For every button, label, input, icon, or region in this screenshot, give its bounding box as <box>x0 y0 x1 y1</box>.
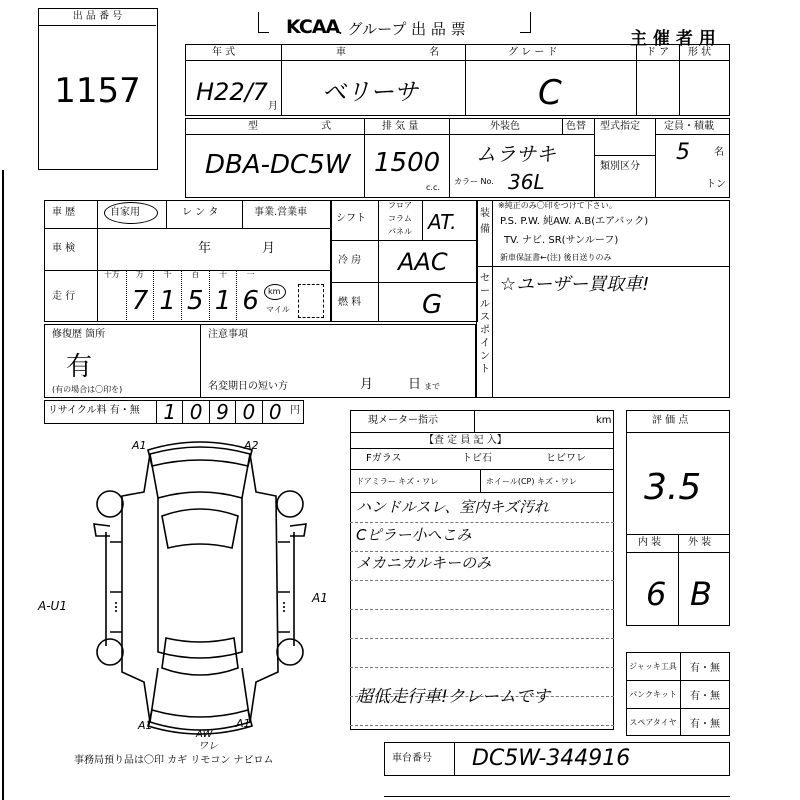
mileage-place-label: 十 <box>218 270 227 279</box>
binding-mark <box>2 170 4 800</box>
remark-text: 超低走行車!クレームです <box>356 687 550 707</box>
grade-value: C <box>538 73 562 113</box>
wheel-front-right <box>277 491 303 517</box>
equipment-line-1: P.S. P.W. 純AW. A.B(エアバック) <box>500 216 649 227</box>
tool-row <box>626 708 730 736</box>
mileage-digit-cell <box>98 270 126 322</box>
ac-label: 冷 房 <box>338 255 362 266</box>
grade-rule <box>626 432 730 433</box>
capacity-value: 5 <box>676 140 690 165</box>
equipment-table <box>476 200 730 398</box>
mirror-wheel-divider <box>480 470 481 492</box>
remark-line <box>350 639 614 668</box>
mile-box <box>298 284 324 318</box>
recycle-digit: 0 <box>182 400 208 424</box>
recycle-digit: 9 <box>209 400 235 424</box>
fuel-value: G <box>422 290 443 320</box>
car-damage-diagram <box>80 432 320 742</box>
equipment-rule <box>476 266 730 267</box>
shift-label: シフト <box>336 213 366 224</box>
equipment-note: ※純正のみ〇印をつけて下さい。 <box>498 201 617 210</box>
color-change-label: 色替 <box>566 121 586 132</box>
grade-value: 3.5 <box>644 467 702 508</box>
color-label: 外装色 <box>490 121 520 132</box>
color-change-divider <box>562 118 563 134</box>
equipment-line-2: TV. ナビ. SR(サンルーフ) <box>504 235 619 246</box>
model-label: 型 式 <box>248 121 362 132</box>
designation-label: 型式指定 <box>600 121 640 132</box>
drivetrain-label-col <box>378 200 379 322</box>
mileage-digit-cell <box>126 270 154 322</box>
mileage-digit: 5 <box>187 286 204 316</box>
mileage-digit: 1 <box>214 286 232 316</box>
tools-rows <box>626 652 730 736</box>
mile-label: マイル <box>266 305 290 314</box>
glass-crack-option: ヒビワレ <box>546 453 586 464</box>
remark-line <box>350 581 614 610</box>
capacity-rule <box>655 134 730 135</box>
shift-panel-option: パネル <box>388 227 412 236</box>
shift-column-option: コラム <box>388 214 412 223</box>
corner-mark <box>520 12 531 33</box>
meter-box <box>474 410 615 432</box>
remark-line <box>350 610 614 639</box>
capacity-unit: 名 <box>714 147 724 158</box>
damage-mark-crack: ワレ <box>198 741 218 752</box>
mirror-wheel-rule <box>350 492 614 493</box>
repair-divider <box>200 324 201 398</box>
mileage-place-label: 千 <box>163 270 172 279</box>
damage-mark-rear-wheel: AW <box>196 729 213 740</box>
inspector-header: 【査 定 員 記 入】 <box>424 435 507 446</box>
mileage-digit-cell <box>209 270 237 322</box>
name-change-until: まで <box>424 382 440 391</box>
damage-mark-rear-right: A1 <box>236 717 251 730</box>
inspection-year: 年 <box>198 241 212 256</box>
mileage-label: 走 行 <box>52 291 76 302</box>
shift-rule <box>330 240 478 241</box>
lot-number-value: 1157 <box>54 71 141 111</box>
left-doors <box>106 532 122 646</box>
mileage-place-label: 一 <box>246 270 255 279</box>
sales-point-label: セールスポイント <box>480 273 490 375</box>
grade-label: 評 価 点 <box>652 415 689 426</box>
meter-label: 現メーター指示 <box>368 415 438 426</box>
office-items-label: 事務局預り品は〇印 カギ リモコン ナビロム <box>74 755 274 766</box>
private-option-circle <box>104 202 158 224</box>
equipment-label-col <box>492 200 493 398</box>
chassis-divider <box>454 742 455 776</box>
damage-mark-front-left: A1 <box>132 439 147 452</box>
km-circle <box>264 284 286 300</box>
wheel-front-left <box>97 491 123 517</box>
mileage-digit: 7 <box>131 286 149 316</box>
mileage-digit-cell <box>153 270 181 322</box>
rear-window <box>162 638 238 675</box>
equipment-label: 装 備 <box>480 208 490 235</box>
history-divider-1 <box>166 200 167 228</box>
mileage-digit-cell <box>181 270 209 322</box>
car-roof <box>158 492 242 658</box>
year-value: H22/7 <box>196 78 268 106</box>
sales-point-text: ☆ユーザー買取車! <box>500 274 650 295</box>
form-title: . グループ 出 品 票 <box>338 20 466 38</box>
right-mirror <box>290 524 306 536</box>
shape-label: 形 状 <box>688 47 712 58</box>
recycle-digit: 0 <box>235 400 261 424</box>
inspection-month: 月 <box>262 241 276 256</box>
remark-text: ハンドルスレ、室内キズ汚れ <box>356 498 550 516</box>
windshield <box>162 509 238 548</box>
wheel-rear-right <box>277 639 303 665</box>
damage-mark-rear-left: A1 <box>138 719 153 732</box>
remark-text: メカニカルキーのみ <box>356 554 492 572</box>
chassis-value: DC5W-344916 <box>472 746 631 771</box>
name-change-label: 名変期日の短い方 <box>208 381 288 392</box>
tool-option: 有・無 <box>690 691 720 702</box>
glass-label: Fガラス <box>366 453 402 464</box>
mileage-digit-cell <box>236 270 264 322</box>
fuel-label: 燃 料 <box>338 297 362 308</box>
capacity-label: 定員・積載 <box>664 121 714 132</box>
glass-chip-option: トビ石 <box>462 453 492 464</box>
shift-opt-col <box>422 200 423 240</box>
organizer-copy-label: 主 催 者 用 <box>630 29 716 49</box>
ton-unit: トン <box>706 179 726 190</box>
interior-grade: 6 <box>646 575 667 613</box>
door-label: ド ア <box>646 47 670 58</box>
name-change-day: 日 <box>408 377 422 392</box>
right-doors <box>278 532 294 646</box>
ac-rule <box>330 282 478 283</box>
ac-value: AAC <box>398 248 448 276</box>
tool-label: スペアタイヤ <box>626 709 681 736</box>
year-label: 年 式 <box>212 47 236 58</box>
repair-history-note: (有の場合は〇印を) <box>52 385 123 394</box>
meter-unit: km <box>596 415 612 426</box>
repair-history-label: 修復歴 箇所 <box>52 329 106 340</box>
brand-logo: KCAA <box>286 16 340 38</box>
chassis-label: 車台番号 <box>392 753 432 764</box>
mileage-place-label: 十万 <box>103 270 120 279</box>
year-month-suffix: 月 <box>268 101 278 112</box>
tool-option: 有・無 <box>690 662 720 674</box>
recycle-digit: 1 <box>156 400 182 424</box>
shift-value: AT. <box>428 210 457 234</box>
damage-mark-left-side: A-U1 <box>38 599 67 613</box>
recycle-unit: 円 <box>290 405 300 416</box>
tool-row <box>626 680 730 708</box>
car-body-outline <box>122 447 278 730</box>
wheel-label: ホイール(CP) キズ・ワレ <box>486 477 577 486</box>
history-rule <box>44 228 332 229</box>
displacement-unit: c.c. <box>426 183 440 192</box>
exterior-grade: B <box>690 575 712 613</box>
int-ext-divider <box>678 534 679 626</box>
mileage-digit: 1 <box>159 286 176 316</box>
vehicle-history-label: 車 歴 <box>52 207 76 218</box>
repair-history-value: 有 <box>66 352 93 382</box>
lot-number-label: 出 品 番 号 <box>39 9 156 26</box>
equipment-line-3: 新車保証書←(注) 後日送りのみ <box>500 253 612 262</box>
recycle-digit: 0 <box>262 400 288 424</box>
header-rule <box>185 60 730 61</box>
mileage-digit: 6 <box>242 286 259 316</box>
model-value: DBA-DC5W <box>205 150 351 180</box>
damage-mark-front-right: A2 <box>244 439 259 452</box>
damage-mark-right-side: A1 <box>312 591 328 605</box>
interior-label: 内 装 <box>638 537 662 548</box>
inspection-label: 車 検 <box>52 243 76 254</box>
mileage-digit-row <box>98 270 264 322</box>
lot-number-box <box>38 8 158 170</box>
history-business-option: 事業.営業車 <box>254 207 308 218</box>
class-label: 類別区分 <box>600 161 640 172</box>
displacement-label: 排 気 量 <box>382 121 419 132</box>
meter-rule <box>350 432 614 433</box>
car-name-value: ベリーサ <box>322 78 418 106</box>
notes-label: 注意事項 <box>208 329 248 340</box>
name-change-month: 月 <box>360 377 374 392</box>
km-label: km <box>268 287 281 296</box>
shift-floor-option: フロア <box>388 201 412 210</box>
left-mirror <box>94 524 110 536</box>
remarks-area <box>350 494 614 730</box>
color-value: ムラサキ <box>476 142 556 166</box>
mileage-place-label: 万 <box>135 270 144 279</box>
mileage-place-label: 百 <box>191 270 200 279</box>
bottom-box-top <box>384 796 730 797</box>
color-number-label: カラー No. <box>454 177 494 186</box>
tool-row <box>626 652 730 680</box>
row2-header-rule <box>185 134 595 135</box>
displacement-value: 1500 <box>374 148 441 178</box>
recycle-label: リサイクル料 有・無 <box>48 405 140 416</box>
car-name-label: 車 名 <box>336 47 480 58</box>
history-divider-2 <box>242 200 243 228</box>
history-rental-option: レ ン タ <box>182 207 219 218</box>
front-bumper <box>148 442 252 466</box>
tool-option: 有・無 <box>690 719 720 730</box>
tool-label: パンクキット <box>626 681 681 708</box>
mirror-label: ドアミラー キズ・ワレ <box>356 477 439 486</box>
color-number-value: 36L <box>508 170 545 194</box>
corner-mark <box>258 12 269 33</box>
history-private-option: 自家用 <box>110 207 140 218</box>
designation-rule <box>594 155 656 156</box>
wheel-rear-left <box>97 639 123 665</box>
remark-text: Cピラー小へこみ <box>356 526 472 544</box>
tool-label: ジャッキ工具 <box>626 652 681 680</box>
exterior-label: 外 装 <box>688 537 712 548</box>
recycle-digit-row <box>156 400 288 424</box>
grade-label: グ レ ー ド <box>508 47 558 58</box>
